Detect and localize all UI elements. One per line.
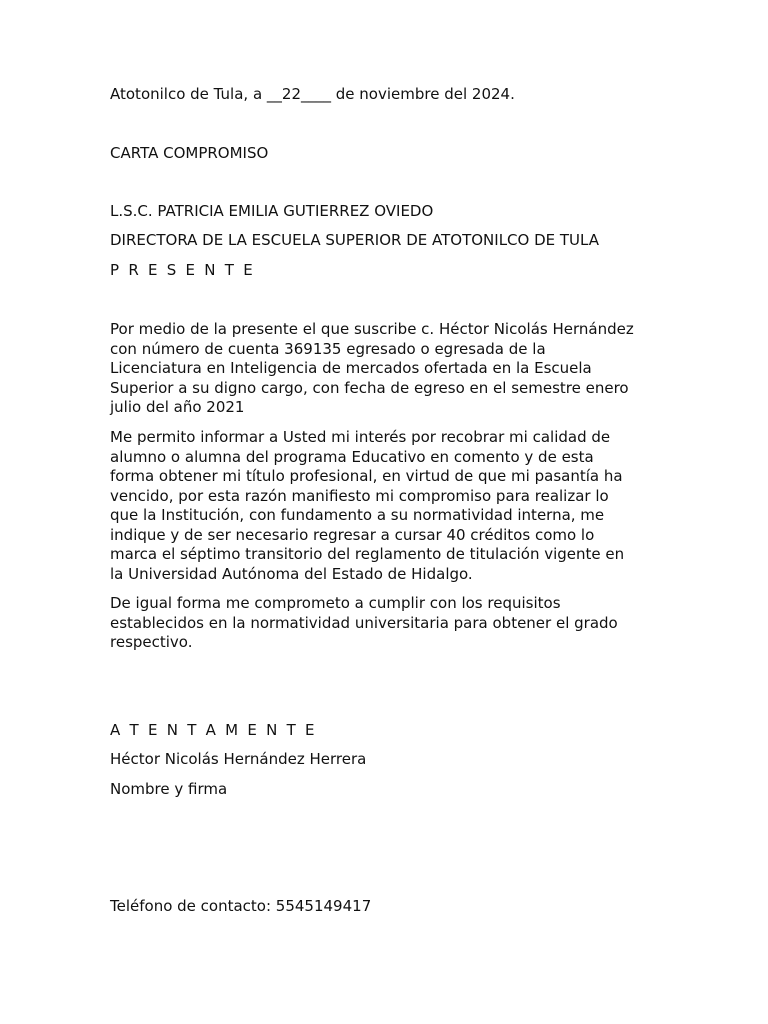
- paragraph-3: [110, 594, 666, 653]
- presente-line: P R E S E N T E: [110, 261, 255, 279]
- paragraph-2-line: que la Institución, con fundamento a su normatividad interna, me: [110, 506, 605, 524]
- contact-phone: Teléfono de contacto: 5545149417: [110, 897, 372, 915]
- paragraph-1-line: Por medio de la presente el que suscribe c. Héctor Nicolás Hernández: [110, 320, 634, 338]
- paragraph-2-line: Me permito informar a Usted mi interés por recobrar mi calidad de: [110, 428, 611, 446]
- paragraph-2-line: marca el séptimo transitorio del reglamento de titulación vigente en: [110, 545, 625, 563]
- paragraph-1: [110, 320, 666, 418]
- letter-subject: CARTA COMPROMISO: [110, 144, 269, 162]
- recipient-name: L.S.C. PATRICIA EMILIA GUTIERREZ OVIEDO: [110, 202, 434, 220]
- paragraph-3-line: respectivo.: [110, 633, 193, 651]
- signature-label: Nombre y firma: [110, 780, 228, 798]
- paragraph-1-line: Superior a su digno cargo, con fecha de egreso en el semestre enero: [110, 378, 629, 397]
- paragraph-2-line: alumno o alumna del programa Educativo en comento y de esta: [110, 447, 594, 466]
- paragraph-2-line: forma obtener mi título profesional, en virtud de que mi pasantía ha: [110, 467, 623, 485]
- paragraph-1-line: julio del año 2021: [110, 398, 245, 416]
- place-date-line: Atotonilco de Tula, a __22____ de noviembre del 2024.: [110, 85, 515, 103]
- paragraph-2-line: la Universidad Autónoma del Estado de Hidalgo.: [110, 564, 473, 583]
- paragraph-2: [110, 428, 666, 584]
- recipient-title: DIRECTORA DE LA ESCUELA SUPERIOR DE ATOTONILCO DE TULA: [110, 231, 599, 249]
- paragraph-3-line: establecidos en la normatividad universitaria para obtener el grado: [110, 613, 618, 632]
- paragraph-3-line: De igual forma me comprometo a cumplir con los requisitos: [110, 594, 561, 612]
- signer-name: Héctor Nicolás Hernández Herrera: [110, 750, 367, 768]
- paragraph-2-line: indique y de ser necesario regresar a cursar 40 créditos como lo: [110, 525, 595, 544]
- closing-line: A T E N T A M E N T E: [110, 721, 317, 739]
- paragraph-2-line: vencido, por esta razón manifiesto mi compromiso para realizar lo: [110, 486, 609, 505]
- paragraph-1-line: Licenciatura en Inteligencia de mercados ofertada en la Escuela: [110, 359, 592, 377]
- paragraph-1-line: con número de cuenta 369135 egresado o egresada de la: [110, 339, 546, 358]
